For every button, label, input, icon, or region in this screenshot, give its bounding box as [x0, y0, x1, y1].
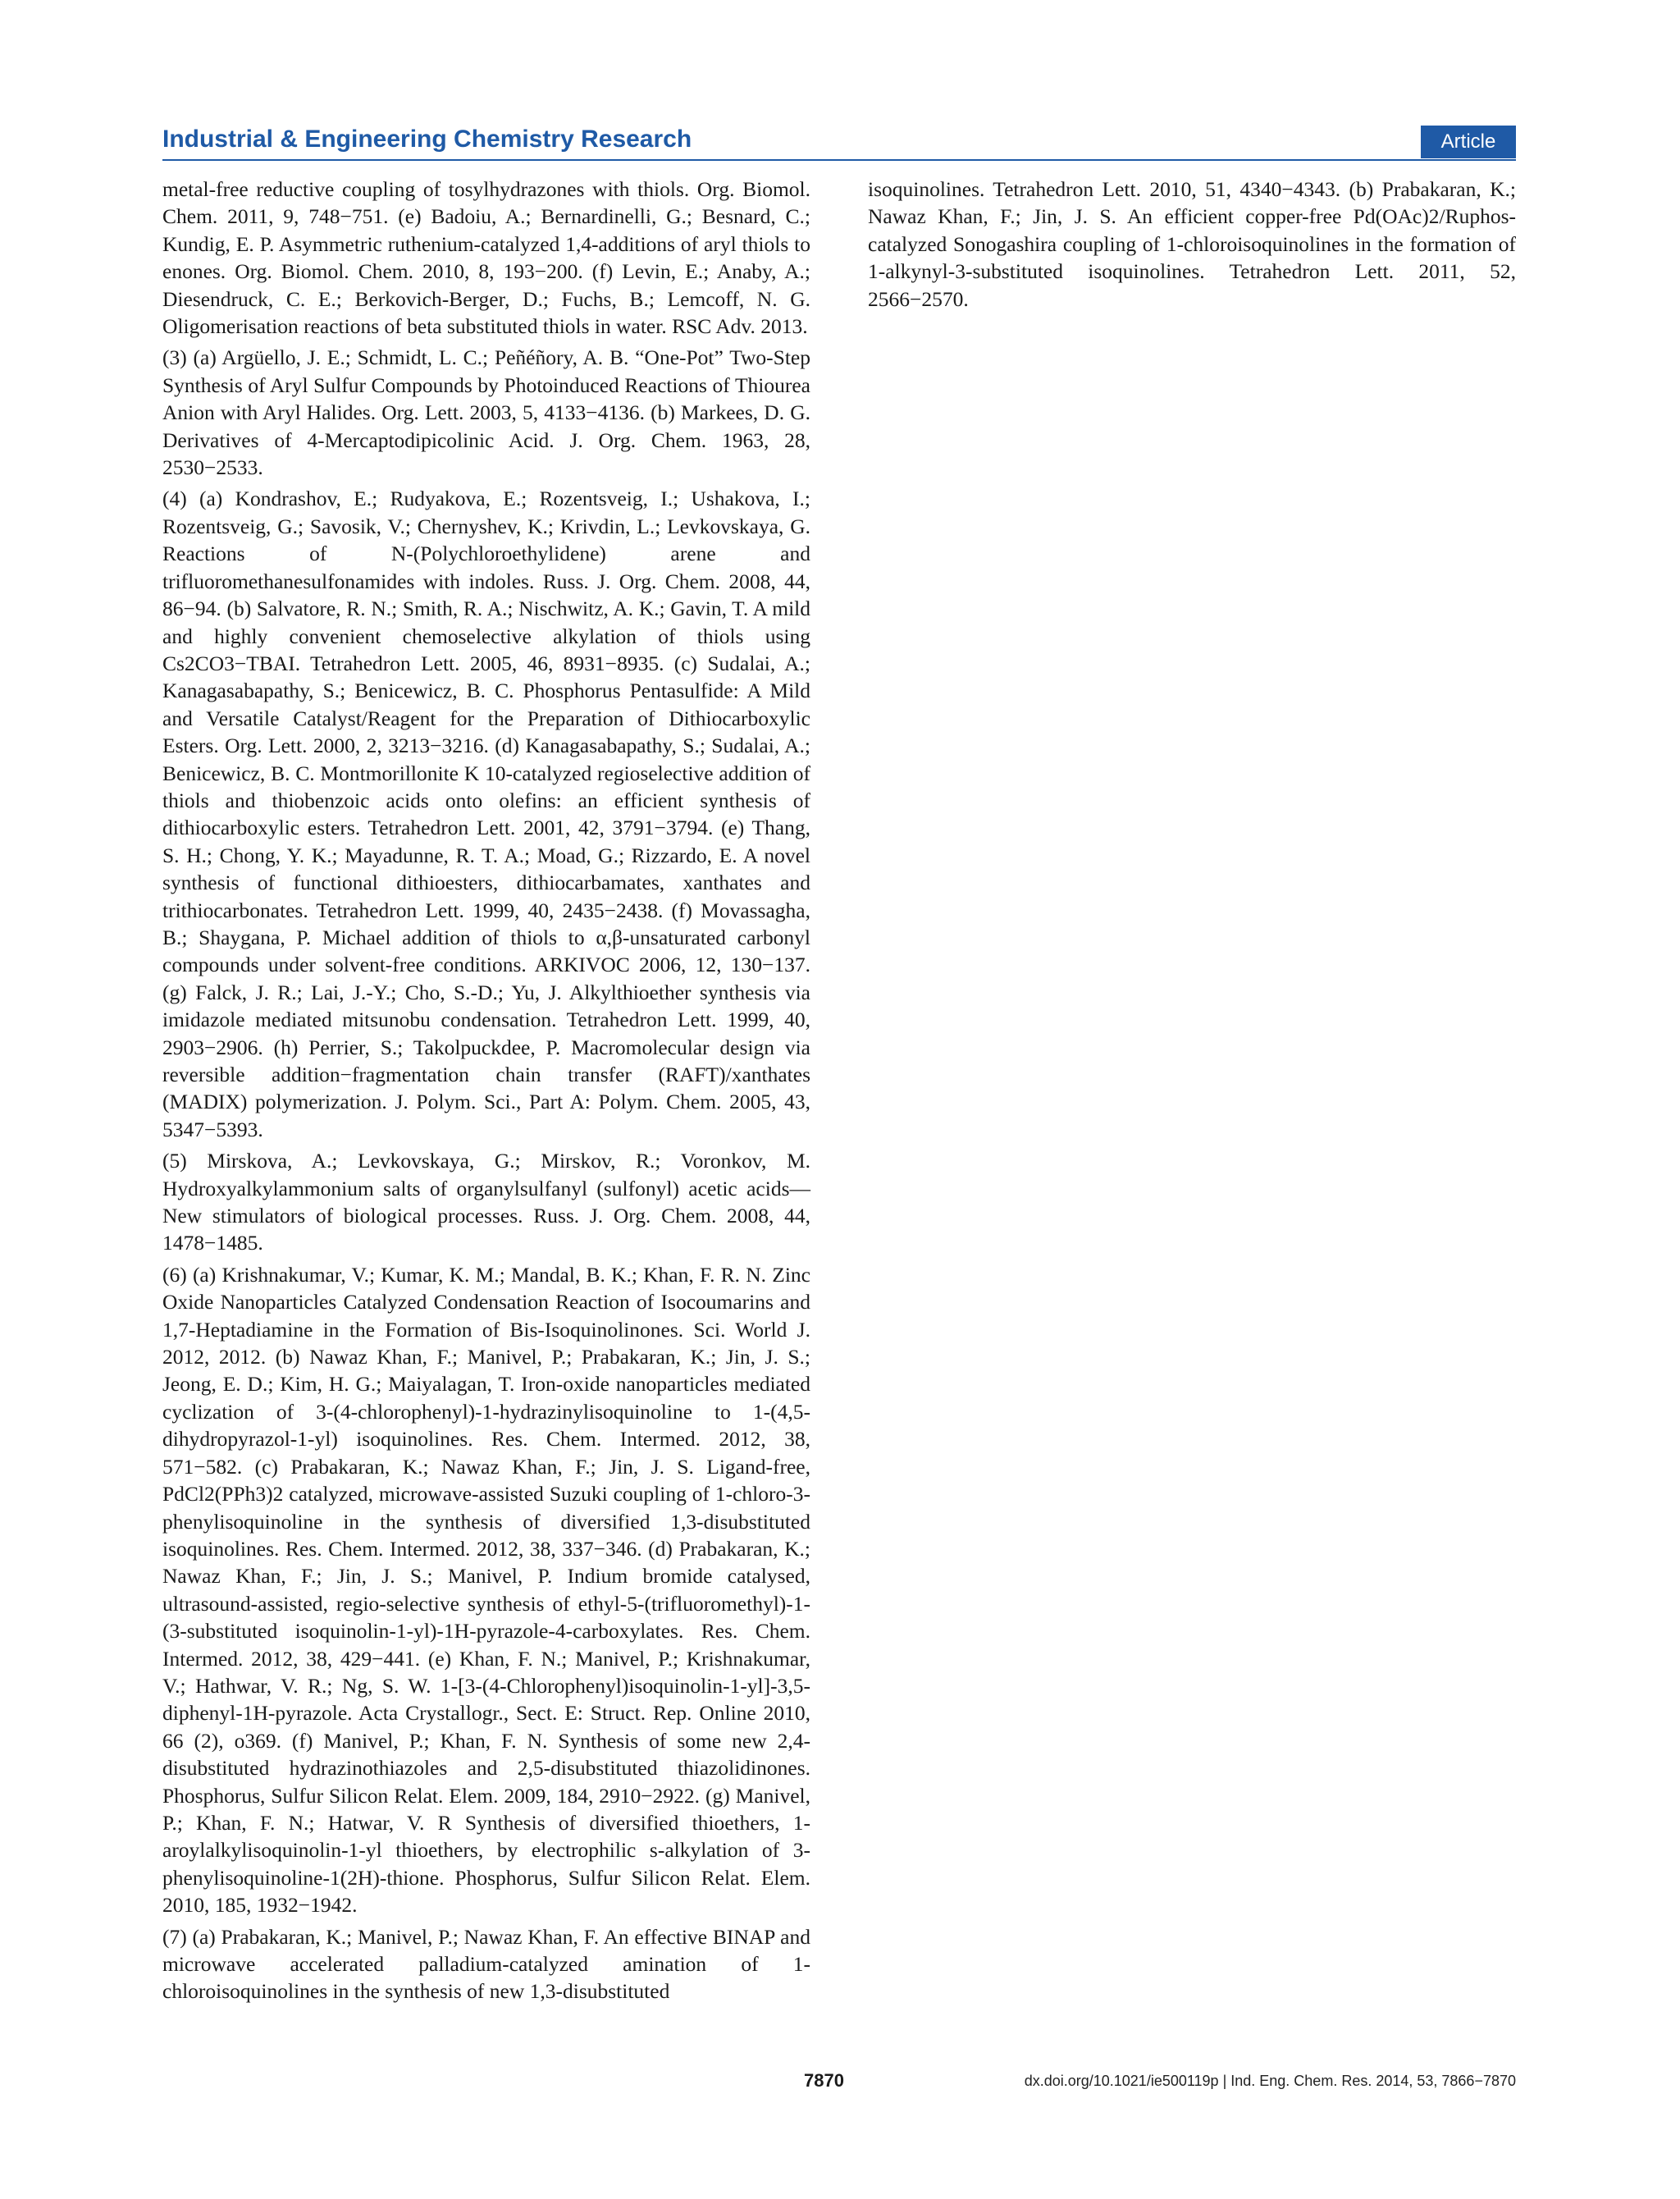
journal-title: Industrial & Engineering Chemistry Research [162, 126, 692, 153]
reference-entry: (5) Mirskova, A.; Levkovskaya, G.; Mirskov, R.; Voronkov, M. Hydroxyalkylammonium salts of organylsulfanyl (sulfonyl) acetic acids—New stimulators of biological processes. Russ. J. Org. Chem. 2008, 44, 1478−1485. [162, 1149, 810, 1255]
reference-entry: (7) (a) Prabakaran, K.; Manivel, P.; Nawaz Khan, F. An effective BINAP and microwave accelerated palladium-catalyzed amination of 1-chloroisoquinolines in the synthesis of new 1,3-disubstituted [162, 1924, 810, 2004]
reference-entry: (3) (a) Argüello, J. E.; Schmidt, L. C.; Peñéñory, A. B. “One-Pot” Two-Step Synthesis of Aryl Sulfur Compounds by Photoinduced Reactions of Thiourea Anion with Aryl Halides. Org. Lett. 2003, 5, 4133−4136. (b) Markees, D. G. Derivatives of 4-Mercaptodipicolinic Acid. J. Org. Chem. 1963, 28, 2530−2533. [162, 345, 810, 480]
article-type-badge: Article [1421, 126, 1516, 158]
right-column [868, 176, 1516, 317]
page-number: 7870 [804, 2070, 844, 2091]
page-header [162, 123, 1516, 161]
left-column [162, 176, 810, 2009]
doi-citation[interactable]: dx.doi.org/10.1021/ie500119p | Ind. Eng. Chem. Res. 2014, 53, 7866−7870 [1024, 2073, 1516, 2089]
reference-entry: metal-free reductive coupling of tosylhydrazones with thiols. Org. Biomol. Chem. 2011, 9, 748−751. (e) Badoiu, A.; Bernardinelli, G.; Besnard, C.; Kundig, E. P. Asymmetric ruthenium-catalyzed 1,4-additions of aryl thiols to enones. Org. Biomol. Chem. 2010, 8, 193−200. (f) Levin, E.; Anaby, A.; Diesendruck, C. E.; Berkovich-Berger, D.; Fuchs, B.; Lemcoff, N. G. Oligomerisation reactions of beta substituted thiols in water. RSC Adv. 2013. [162, 177, 810, 339]
reference-entry: isoquinolines. Tetrahedron Lett. 2010, 51, 4340−4343. (b) Prabakaran, K.; Nawaz Khan, F.; Jin, J. S. An efficient copper-free Pd(OAc)2/Ruphos-catalyzed Sonogashira coupling of 1-chloroisoquinolines in the formation of 1-alkynyl-3-substituted isoquinolines. Tetrahedron Lett. 2011, 52, 2566−2570. [868, 177, 1516, 311]
reference-entry: (4) (a) Kondrashov, E.; Rudyakova, E.; Rozentsveig, I.; Ushakova, I.; Rozentsveig, G.; Savosik, V.; Chernyshev, K.; Krivdin, L.; Levkovskaya, G. Reactions of N-(Polychloroethylidene) arene and trifluoromethanesulfonamides with indoles. Russ. J. Org. Chem. 2008, 44, 86−94. (b) Salvatore, R. N.; Smith, R. A.; Nischwitz, A. K.; Gavin, T. A mild and highly convenient chemoselective alkylation of thiols using Cs2CO3−TBAI. Tetrahedron Lett. 2005, 46, 8931−8935. (c) Sudalai, A.; Kanagasabapathy, S.; Benicewicz, B. C. Phosphorus Pentasulfide: A Mild and Versatile Catalyst/Reagent for the Preparation of Dithiocarboxylic Esters. Org. Lett. 2000, 2, 3213−3216. (d) Kanagasabapathy, S.; Sudalai, A.; Benicewicz, B. C. Montmorillonite K 10-catalyzed regioselective addition of thiols and thiobenzoic acids onto olefins: an efficient synthesis of dithiocarboxylic esters. Tetrahedron Lett. 2001, 42, 3791−3794. (e) Thang, S. H.; Chong, Y. K.; Mayadunne, R. T. A.; Moad, G.; Rizzardo, E. A novel synthesis of functional dithioesters, dithiocarbamates, xanthates and trithiocarbonates. Tetrahedron Lett. 1999, 40, 2435−2438. (f) Movassagha, B.; Shaygana, P. Michael addition of thiols to α,β-unsaturated carbonyl compounds under solvent-free conditions. ARKIVOC 2006, 12, 130−137. (g) Falck, J. R.; Lai, J.-Y.; Cho, S.-D.; Yu, J. Alkylthioether synthesis via imidazole mediated mitsunobu condensation. Tetrahedron Lett. 1999, 40, 2903−2906. (h) Perrier, S.; Takolpuckdee, P. Macromolecular design via reversible addition−fragmentation chain transfer (RAFT)/xanthates (MADIX) polymerization. J. Polym. Sci., Part A: Polym. Chem. 2005, 43, 5347−5393. [162, 487, 810, 1141]
reference-entry: (6) (a) Krishnakumar, V.; Kumar, K. M.; Mandal, B. K.; Khan, F. R. N. Zinc Oxide Nanoparticles Catalyzed Condensation Reaction of Isocoumarins and 1,7-Heptadiamine in the Formation of Bis-Isoquinolinones. Sci. World J. 2012, 2012. (b) Nawaz Khan, F.; Manivel, P.; Prabakaran, K.; Jin, J. S.; Jeong, E. D.; Kim, H. G.; Maiyalagan, T. Iron-oxide nanoparticles mediated cyclization of 3-(4-chlorophenyl)-1-hydrazinylisoquinoline to 1-(4,5-dihydropyrazol-1-yl) isoquinolines. Res. Chem. Intermed. 2012, 38, 571−582. (c) Prabakaran, K.; Nawaz Khan, F.; Jin, J. S. Ligand-free, PdCl2(PPh3)2 catalyzed, microwave-assisted Suzuki coupling of 1-chloro-3-phenylisoquinoline in the synthesis of diversified 1,3-disubstituted isoquinolines. Res. Chem. Intermed. 2012, 38, 337−346. (d) Prabakaran, K.; Nawaz Khan, F.; Jin, J. S.; Manivel, P. Indium bromide catalysed, ultrasound-assisted, regio-selective synthesis of ethyl-5-(trifluoromethyl)-1-(3-substituted isoquinolin-1-yl)-1H-pyrazole-4-carboxylates. Res. Chem. Intermed. 2012, 38, 429−441. (e) Khan, F. N.; Manivel, P.; Krishnakumar, V.; Hathwar, V. R.; Ng, S. W. 1-[3-(4-Chlorophenyl)isoquinolin-1-yl]-3,5-diphenyl-1H-pyrazole. Acta Crystallogr., Sect. E: Struct. Rep. Online 2010, 66 (2), o369. (f) Manivel, P.; Khan, F. N. Synthesis of some new 2,4-disubstituted hydrazinothiazoles and 2,5-disubstituted thiazolidinones. Phosphorus, Sulfur Silicon Relat. Elem. 2009, 184, 2910−2922. (g) Manivel, P.; Khan, F. N.; Hatwar, V. R Synthesis of diversified thioethers, 1- aroylalkylisoquinolin-1-yl thioethers, by electrophilic s-alkylation of 3-phenylisoquinoline-1(2H)-thione. Phosphorus, Sulfur Silicon Relat. Elem. 2010, 185, 1932−1942. [162, 1262, 810, 1918]
